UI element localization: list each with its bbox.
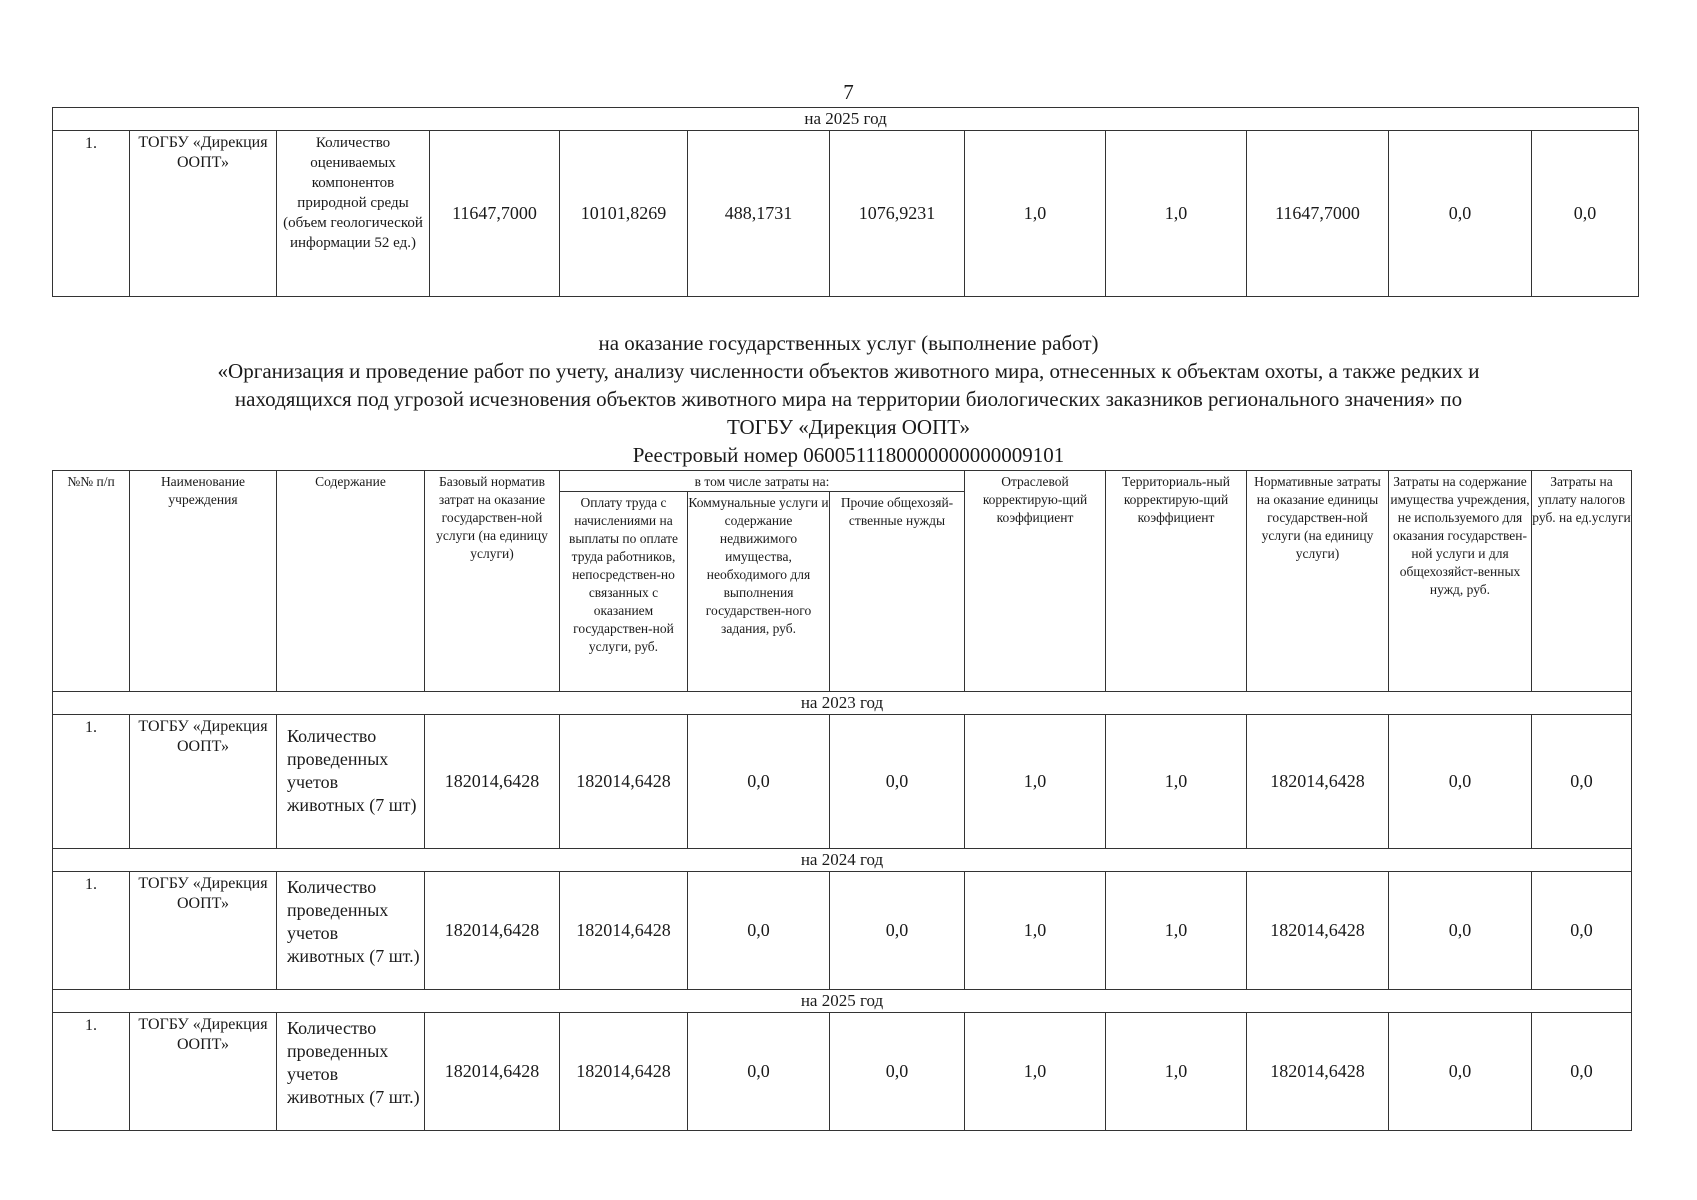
header-institution: Наименование учреждения xyxy=(130,471,277,692)
utilities-cost: 488,1731 xyxy=(688,131,830,297)
service-content: Количество проведенных учетов животных (7 шт) xyxy=(277,715,425,849)
table-row xyxy=(53,715,1632,849)
sector-coefficient: 1,0 xyxy=(965,1013,1106,1131)
heading-line-1: на оказание государственных услуг (выполнение работ) xyxy=(598,331,1099,355)
year-label: на 2024 год xyxy=(53,849,1632,872)
other-cost: 0,0 xyxy=(830,872,965,990)
tax-cost: 0,0 xyxy=(1532,715,1632,849)
header-other: Прочие общехозяй-ственные нужды xyxy=(830,492,965,692)
property-cost: 0,0 xyxy=(1389,872,1532,990)
header-group: в том числе затраты на: xyxy=(560,471,965,492)
year-label: на 2025 год xyxy=(53,990,1632,1013)
territorial-coefficient: 1,0 xyxy=(1106,1013,1247,1131)
normative-cost: 182014,6428 xyxy=(1247,1013,1389,1131)
other-cost: 1076,9231 xyxy=(830,131,965,297)
sector-coefficient: 1,0 xyxy=(965,715,1106,849)
other-cost: 0,0 xyxy=(830,1013,965,1131)
normative-cost: 182014,6428 xyxy=(1247,715,1389,849)
year-row xyxy=(53,692,1632,715)
header-normative: Нормативные затраты на оказание единицы государствен-ной услуги (на единицу услуги) xyxy=(1247,471,1389,692)
header-utilities: Коммунальные услуги и содержание недвижимого имущества, необходимого для выполнения государствен-ного задания, руб. xyxy=(688,492,830,692)
row-index: 1. xyxy=(53,1013,130,1131)
utilities-cost: 0,0 xyxy=(688,1013,830,1131)
header-content: Содержание xyxy=(277,471,425,692)
sector-coefficient: 1,0 xyxy=(965,872,1106,990)
base-cost: 11647,7000 xyxy=(430,131,560,297)
institution-name: ТОГБУ «Дирекция ООПТ» xyxy=(130,131,277,297)
labor-cost: 182014,6428 xyxy=(560,872,688,990)
year-label: на 2023 год xyxy=(53,692,1632,715)
year-label: на 2025 год xyxy=(53,108,1639,131)
header-base: Базовый норматив затрат на оказание государствен-ной услуги (на единицу услуги) xyxy=(425,471,560,692)
labor-cost: 182014,6428 xyxy=(560,715,688,849)
header-labor: Оплату труда с начислениями на выплаты по оплате труда работников, непосредствен-но связанных с оказанием государствен-ной услуги, руб. xyxy=(560,492,688,692)
service-content: Количество проведенных учетов животных (7 шт.) xyxy=(277,872,425,990)
row-index: 1. xyxy=(53,131,130,297)
year-row xyxy=(53,849,1632,872)
year-row xyxy=(53,108,1639,131)
row-index: 1. xyxy=(53,872,130,990)
header-row xyxy=(53,471,1632,492)
institution-name: ТОГБУ «Дирекция ООПТ» xyxy=(130,872,277,990)
territorial-coefficient: 1,0 xyxy=(1106,131,1247,297)
table-row xyxy=(53,1013,1632,1131)
base-cost: 182014,6428 xyxy=(425,872,560,990)
service-content: Количество проведенных учетов животных (7 шт.) xyxy=(277,1013,425,1131)
institution-name: ТОГБУ «Дирекция ООПТ» xyxy=(130,1013,277,1131)
sector-coefficient: 1,0 xyxy=(965,131,1106,297)
registry-number: Реестровый номер 0600511180000000000009101 xyxy=(632,443,1065,467)
labor-cost: 10101,8269 xyxy=(560,131,688,297)
main-cost-table xyxy=(52,470,1632,1131)
utilities-cost: 0,0 xyxy=(688,715,830,849)
heading-line-2: «Организация и проведение работ по учету, анализу численности объектов животного мира, отнесенных к объектам охоты, а также редких и xyxy=(217,359,1480,383)
table-row xyxy=(53,872,1632,990)
header-taxes: Затраты на уплату налогов руб. на ед.услуги xyxy=(1532,471,1632,692)
service-content: Количество оцениваемых компонентов природной среды (объем геологической информации 52 ед.) xyxy=(277,131,430,297)
table-row xyxy=(53,131,1639,297)
top-cost-table xyxy=(52,107,1639,297)
normative-cost: 11647,7000 xyxy=(1247,131,1389,297)
normative-cost: 182014,6428 xyxy=(1247,872,1389,990)
heading-line-4: ТОГБУ «Дирекция ООПТ» xyxy=(726,415,971,439)
page-number: 7 xyxy=(843,80,854,104)
row-index: 1. xyxy=(53,715,130,849)
labor-cost: 182014,6428 xyxy=(560,1013,688,1131)
utilities-cost: 0,0 xyxy=(688,872,830,990)
territorial-coefficient: 1,0 xyxy=(1106,715,1247,849)
base-cost: 182014,6428 xyxy=(425,715,560,849)
heading-line-3: находящихся под угрозой исчезновения объектов животного мира на территории биологических заказников регионального значения» по xyxy=(234,387,1463,411)
header-territorial: Территориаль-ный корректирую-щий коэффициент xyxy=(1106,471,1247,692)
tax-cost: 0,0 xyxy=(1532,872,1632,990)
other-cost: 0,0 xyxy=(830,715,965,849)
territorial-coefficient: 1,0 xyxy=(1106,872,1247,990)
tax-cost: 0,0 xyxy=(1532,1013,1632,1131)
property-cost: 0,0 xyxy=(1389,131,1532,297)
property-cost: 0,0 xyxy=(1389,715,1532,849)
institution-name: ТОГБУ «Дирекция ООПТ» xyxy=(130,715,277,849)
header-sector: Отраслевой корректирую-щий коэффициент xyxy=(965,471,1106,692)
year-row xyxy=(53,990,1632,1013)
base-cost: 182014,6428 xyxy=(425,1013,560,1131)
tax-cost: 0,0 xyxy=(1532,131,1639,297)
property-cost: 0,0 xyxy=(1389,1013,1532,1131)
header-num: №№ п/п xyxy=(53,471,130,692)
header-property: Затраты на содержание имущества учреждения, не используемого для оказания государствен-ной услуги и для общехозяйст-венных нужд, руб. xyxy=(1389,471,1532,692)
